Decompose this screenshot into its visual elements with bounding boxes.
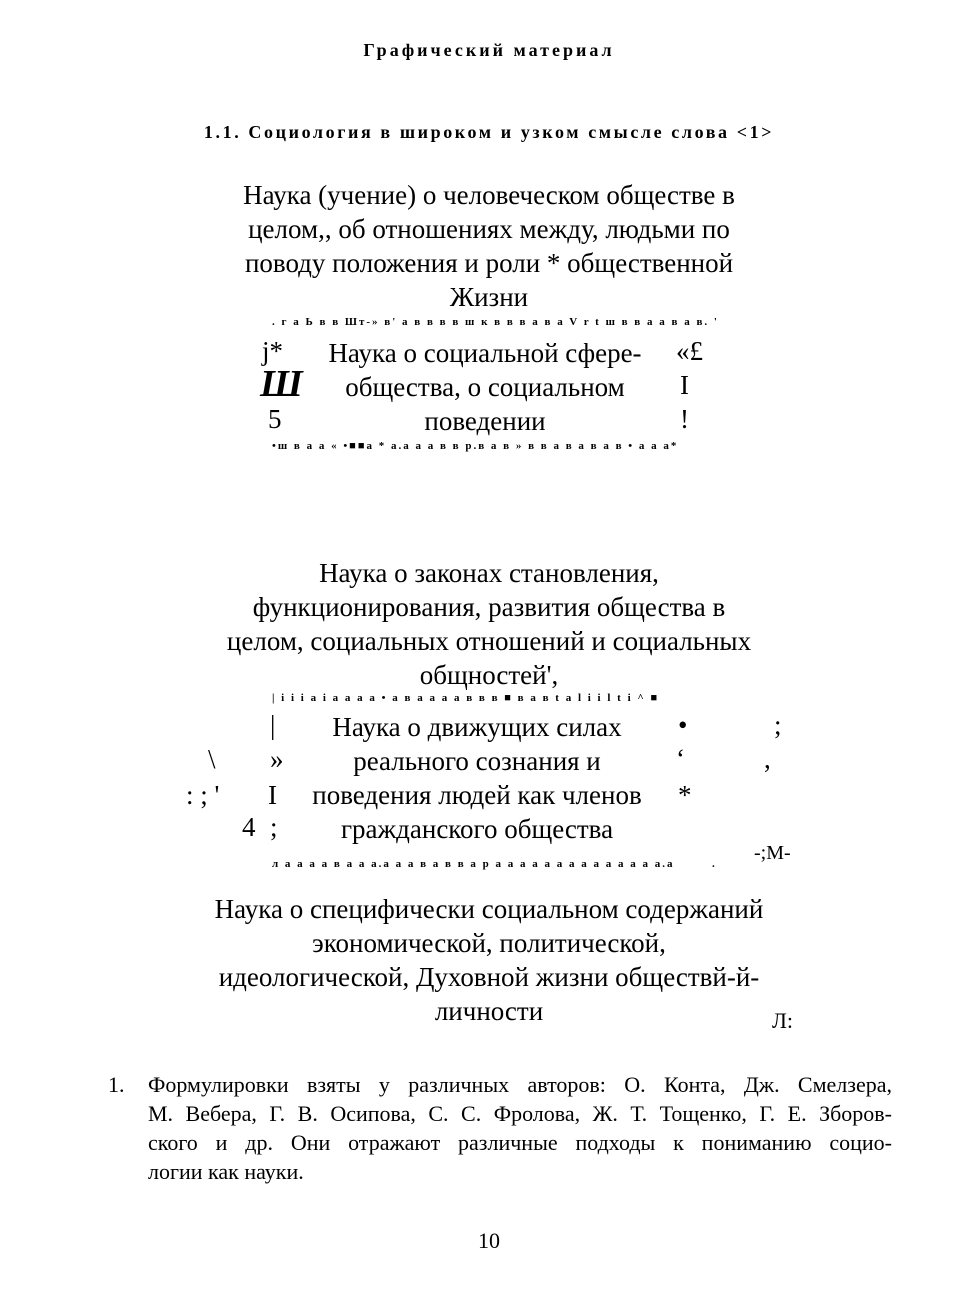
scan-artifact-glyph: ; (774, 710, 782, 740)
footnote-line: Формулировки взяты у различных авторов: О. Конта, Дж. Смелзера, (148, 1072, 892, 1097)
definition-3 (140, 556, 838, 692)
definition-line: экономической, политической, (312, 928, 666, 958)
footnote-text (148, 1070, 892, 1186)
definition-line: Наука о законах становления, (319, 558, 659, 588)
definition-line: поведении (424, 406, 546, 436)
footnote-line: М. Вебера, Г. В. Осипова, С. С. Фролова, Ж. Т. Тощенко, Г. Е. Зборов- (148, 1101, 892, 1126)
scan-artifact-row: •ш в а а « •■■а * а.а а а в в р.в а в » в в а в а в а в • а а а* (272, 440, 679, 452)
scan-artifact-glyph: * (678, 780, 692, 810)
scan-artifact-glyph: ‘ (676, 744, 685, 774)
definition-line: целом,, об отношениях между, людьми по (248, 214, 730, 244)
scan-artifact-row: | i i i a i a a a a • a в a a a a в в в ■ в a в t a l i i l t i ^ ■ (272, 692, 660, 704)
definition-line: идеологической, Духовной жизни обществй-й- (218, 962, 760, 992)
footnote-line: ского и др. Они отражают различные подходы к пониманию социо- (148, 1130, 892, 1155)
definition-line: Наука о движущих силах (332, 712, 622, 742)
definition-line: гражданского общества (340, 814, 614, 844)
definition-line: целом, социальных отношений и социальных (226, 626, 752, 656)
definition-line: личности (434, 996, 544, 1026)
definition-4 (292, 710, 662, 846)
definition-line: поведения людей как членов (312, 780, 642, 810)
scan-artifact-glyph: ! (680, 404, 689, 434)
page-header: Графический материал (363, 40, 615, 60)
scan-artifact-glyph: » (270, 744, 284, 774)
page-number: 10 (478, 1228, 500, 1253)
scan-artifact-glyph: I (680, 370, 689, 400)
scan-artifact-glyph: I (268, 780, 277, 810)
scan-artifact-glyph: \ (208, 744, 216, 774)
scan-artifact-glyph: j* (262, 336, 284, 366)
definition-2 (300, 336, 670, 438)
definition-line: Наука (учение) о человеческом обществе в (243, 180, 735, 210)
definition-line: поводу положения и роли * общественной (244, 248, 734, 278)
scan-artifact-glyph: Л: (772, 1008, 794, 1033)
scan-artifact-glyph: | (270, 710, 276, 740)
scan-artifact-glyph: -;М- (754, 842, 791, 864)
scan-artifact-glyph: , (764, 744, 771, 774)
section-title: 1.1. Социология в широком и узком смысле слова <1> (203, 122, 775, 142)
scan-artifact-glyph: ; (270, 812, 278, 842)
scan-artifact-row: . г а Ь в в Шт-» в' а в в в в ш к в в в а в a V r t ш в в а а в а в. ' (272, 316, 719, 328)
definition-line: Наука о специфически социальном содержаний (214, 894, 764, 924)
definition-line: общества, о социальном (345, 372, 625, 402)
definition-line: реального сознания и (353, 746, 601, 776)
definition-1 (140, 178, 838, 314)
footnote-number: 1. (108, 1072, 125, 1097)
definition-line: общностей', (419, 660, 559, 690)
footnote-line: логии как науки. (148, 1159, 304, 1184)
scan-artifact-glyph: • (678, 710, 688, 740)
scan-artifact-glyph: «£ (676, 336, 703, 366)
scan-artifact-row: л а а а а в а а а.а а а в а в в а р а а а а а а а а а а а а а а.а (272, 858, 675, 870)
scan-artifact-glyph: Ш (260, 363, 303, 405)
scan-artifact-glyph: 4 (242, 812, 256, 842)
definition-line: Наука о социальной сфере- (328, 338, 642, 368)
scan-artifact-glyph: : ; ' (186, 780, 220, 810)
definition-line: Жизни (449, 282, 529, 312)
scan-artifact-row: . (712, 858, 717, 870)
scan-artifact-glyph: 5 (268, 404, 282, 434)
definition-5 (140, 892, 838, 1028)
definition-line: функционирования, развития общества в (252, 592, 726, 622)
